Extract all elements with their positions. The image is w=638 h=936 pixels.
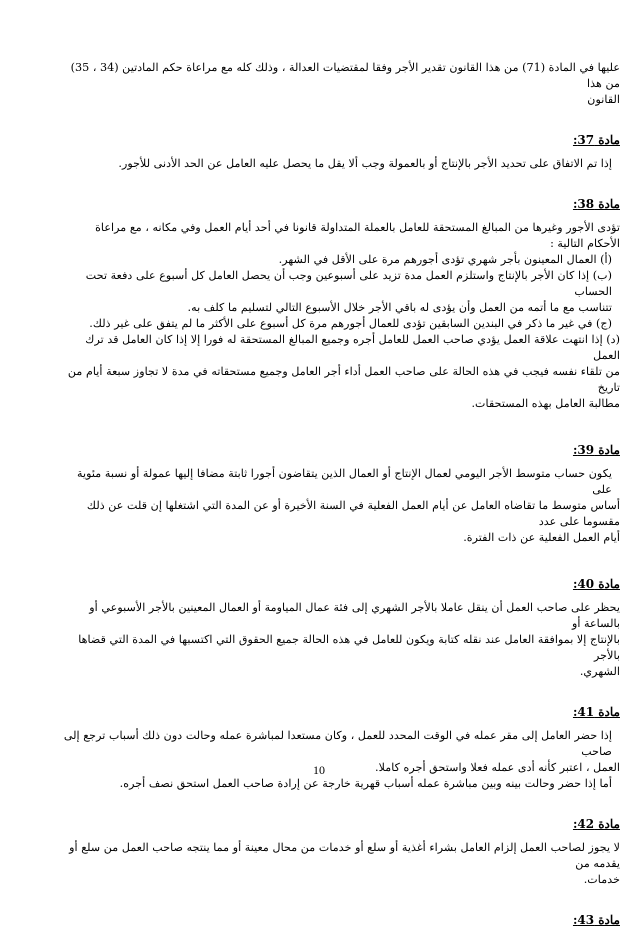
text-line: إذا تم الاتفاق على تحديد الأجر بالإنتاج أو بالعمولة وجب ألا يقل ما يحصل عليه العامل عن الحد الأدنى للأجور.	[118, 157, 612, 170]
text-line: أساس متوسط ما تقاضاه العامل عن أيام العمل الفعلية في السنة الأخيرة أو عن المدة التي اشتغلها إن قلت عن ذلك مقسوما على عدد	[86, 499, 620, 528]
article-38-heading: مادة 38:	[572, 197, 620, 211]
article-40-heading: مادة 40:	[572, 577, 620, 591]
text-line: إذا حضر العامل إلى مقر عمله في الوقت المحدد للعمل ، وكان مستعدا لمباشرة عمله وحالت دون ذلك أسباب ترجع إلى صاحب	[63, 729, 612, 758]
text-line: تؤدى الأجور وغيرها من المبالغ المستحقة للعامل بالعملة المتداولة قانونا في أحد أيام العمل وفي مكانه ، مع مراعاة الأحكام التالية :	[95, 221, 620, 250]
text-line: الشهري.	[579, 665, 620, 678]
article-39-heading: مادة 39:	[572, 443, 620, 457]
article-42-heading: مادة 42:	[572, 817, 620, 831]
text-line: خدمات.	[583, 873, 620, 886]
article-38-body	[60, 220, 620, 412]
text-line: (ب) إذا كان الأجر بالإنتاج واستلزم العمل مدة تزيد على أسبوعين وجب أن يحصل العامل كل أسبوع على دفعة تحت الحساب	[85, 269, 612, 298]
text-line: (ج) في غير ما ذكر في البندين السابقين تؤدى للعمال أجورهم مرة كل أسبوع على الأكثر ما لم يتفق على غير ذلك.	[89, 317, 612, 330]
text-line: (د) إذا انتهت علاقة العمل يؤدي صاحب العمل للعامل أجره وجميع المبالغ المستحقة له فورا إلا إذا كان العامل قد ترك العمل	[85, 333, 620, 362]
article-41-heading: مادة 41:	[572, 705, 620, 719]
text-line: بالإنتاج إلا بموافقة العامل عند نقله كتابة ويكون للعامل في هذه الحالة جميع الحقوق التي اكتسبها في المدة التي قضاها بالأجر	[78, 633, 620, 662]
intro-paragraph	[60, 60, 620, 108]
text-line: لا يجوز لصاحب العمل إلزام العامل بشراء أغذية أو سلع أو خدمات من محال معينة أو مما ينتجه صاحب العمل من سلع أو يقدمه من	[69, 841, 620, 870]
text-line: يحظر على صاحب العمل أن ينقل عاملا بالأجر الشهري إلى فئة عمال المياومة أو العمال المعينين بالأجر الأسبوعي أو بالساعة أو	[89, 601, 620, 630]
text-line: العمل ، اعتبر كأنه أدى عمله فعلا واستحق أجره كاملا.	[375, 761, 620, 774]
document-page	[60, 60, 620, 936]
text-line: أما إذا حضر وحالت بينه وبين مباشرة عمله أسباب قهرية خارجة عن إرادة صاحب العمل استحق نصف أجره.	[119, 777, 612, 790]
intro-line: القانون	[587, 93, 620, 106]
article-37-body	[60, 156, 620, 172]
article-42-body	[60, 840, 620, 888]
text-line: أيام العمل الفعلية عن ذات الفترة.	[463, 531, 620, 544]
page-number: 10	[313, 763, 325, 777]
text-line: (أ) العمال المعينون بأجر شهري تؤدى أجورهم مرة على الأقل في الشهر.	[278, 253, 612, 266]
article-39-body	[60, 466, 620, 546]
article-43-heading: مادة 43:	[572, 913, 620, 927]
intro-line: عليها في المادة (71) من هذا القانون تقدير الأجر وفقا لمقتضيات العدالة ، وذلك كله مع مراعاة حكم المادتين (34 ، 35) من هذا	[70, 61, 620, 90]
article-37-heading: مادة 37:	[572, 133, 620, 147]
article-41-body	[60, 728, 620, 792]
article-40-body	[60, 600, 620, 680]
text-line: مطالبة العامل بهذه المستحقات.	[471, 397, 620, 410]
text-line: يكون حساب متوسط الأجر اليومي لعمال الإنتاج أو العمال الذين يتقاضون أجورا ثابتة مضافا إليها عمولة أو نسبة مئوية على	[77, 467, 612, 496]
text-line: من تلقاء نفسه فيجب في هذه الحالة على صاحب العمل أداء أجر العامل وجميع مستحقاته في مدة لا تجاوز سبعة أيام من تاريخ	[67, 365, 620, 394]
text-line: تتناسب مع ما أتمه من العمل وأن يؤدى له باقي الأجر خلال الأسبوع التالي لتسليم ما كلف به.	[187, 301, 612, 314]
